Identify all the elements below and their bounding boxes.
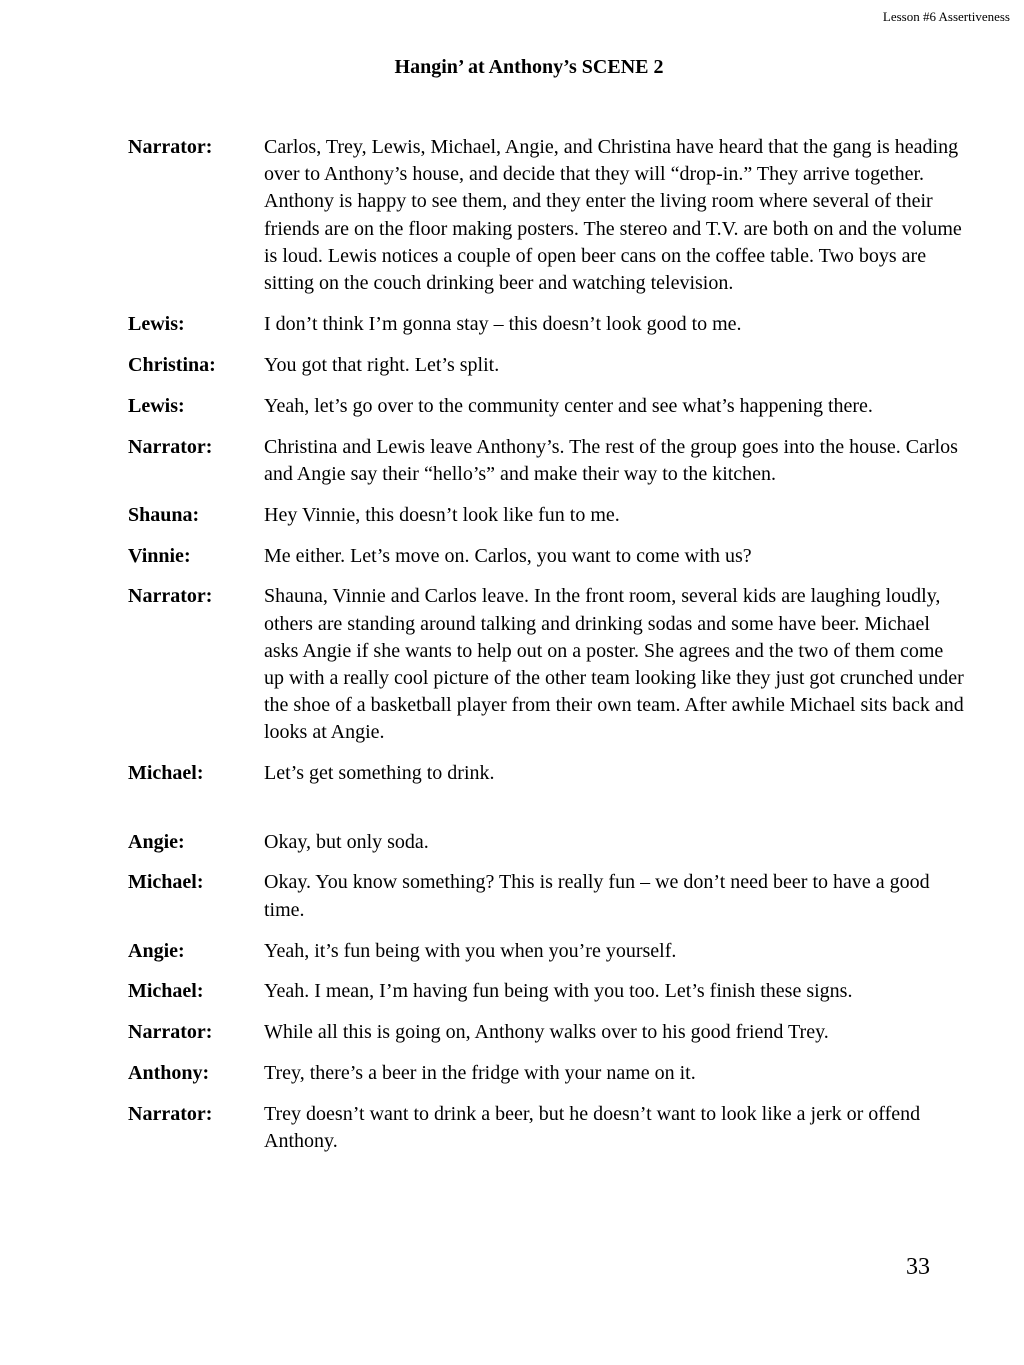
script-line xyxy=(128,1060,968,1087)
speaker-name: Vinnie: xyxy=(128,544,191,567)
dialog-text: Hey Vinnie, this doesn’t look like fun to me. xyxy=(264,503,620,526)
dialog-text: Yeah. I mean, I’m having fun being with you too. Let’s finish these signs. xyxy=(264,980,853,1003)
dialog-text: Me either. Let’s move on. Carlos, you want to come with us? xyxy=(264,544,752,567)
script-line xyxy=(128,434,968,488)
scene-title: Hangin’ at Anthony’s SCENE 2 xyxy=(394,56,664,78)
script-line xyxy=(128,978,968,1005)
speaker-name: Narrator: xyxy=(128,585,213,608)
dialog-text: Shauna, Vinnie and Carlos leave. In the front room, several kids are laughing loudly, others are standing around talking and drinking sodas and some have beer. Michael asks Angie if she wants to help out on a poster. She agrees and the two of them come up with a really cool picture of the other team looking like they just got crunched under the shoe of a basketball player from their own team. After awhile Michael sits back and looks at Angie. xyxy=(264,585,964,744)
script-body xyxy=(128,134,968,1169)
dialog-text: Trey doesn’t want to drink a beer, but he doesn’t want to look like a jerk or offend Anthony. xyxy=(264,1103,921,1153)
speaker-name: Michael: xyxy=(128,980,204,1003)
dialog-text: Okay. You know something? This is really fun – we don’t need beer to have a good time. xyxy=(264,871,930,921)
page-number: 33 xyxy=(906,1254,930,1280)
dialog-text: I don’t think I’m gonna stay – this doesn’t look good to me. xyxy=(264,312,742,335)
speaker-name: Narrator: xyxy=(128,435,213,458)
dialog-text: Carlos, Trey, Lewis, Michael, Angie, and Christina have heard that the gang is heading over to Anthony’s house, and decide that they will “drop-in.” They arrive together. Anthony is happy to see them, and they enter the living room where several of their friends are on the floor making posters. The stereo and T.V. are both on and the volume is loud. Lewis notices a couple of open beer cans on the coffee table. Two boys are sitting on the couch drinking beer and watching television. xyxy=(264,136,962,295)
script-line xyxy=(128,1101,968,1155)
speaker-name: Narrator: xyxy=(128,1103,213,1126)
speaker-name: Shauna: xyxy=(128,503,200,526)
script-line xyxy=(128,829,968,856)
dialog-text: Yeah, let’s go over to the community center and see what’s happening there. xyxy=(264,394,873,417)
speaker-name: Narrator: xyxy=(128,136,213,158)
speaker-name: Michael: xyxy=(128,762,204,785)
script-line xyxy=(128,583,968,746)
script-line xyxy=(128,869,968,923)
speaker-name: Anthony: xyxy=(128,1062,210,1085)
script-line xyxy=(128,502,968,529)
speaker-name: Angie: xyxy=(128,830,185,853)
script-line xyxy=(128,938,968,965)
script-line xyxy=(128,760,968,787)
script-line xyxy=(128,1019,968,1046)
dialog-text: Yeah, it’s fun being with you when you’re yourself. xyxy=(264,939,677,962)
dialog-text: Okay, but only soda. xyxy=(264,830,429,853)
speaker-name: Michael: xyxy=(128,871,204,894)
script-line xyxy=(128,543,968,570)
script-line xyxy=(128,134,968,297)
dialog-text: You got that right. Let’s split. xyxy=(264,353,500,376)
lesson-header: Lesson #6 Assertiveness xyxy=(882,9,1010,24)
dialog-text: Trey, there’s a beer in the fridge with your name on it. xyxy=(264,1062,696,1085)
speaker-name: Narrator: xyxy=(128,1021,213,1044)
speaker-name: Christina: xyxy=(128,353,216,376)
script-line xyxy=(128,352,968,379)
script-line xyxy=(128,311,968,338)
speaker-name: Angie: xyxy=(128,939,185,962)
script-line xyxy=(128,393,968,420)
dialog-text: Christina and Lewis leave Anthony’s. The rest of the group goes into the house. Carlos and Angie say their “hello’s” and make their way to the kitchen. xyxy=(264,435,958,485)
speaker-name: Lewis: xyxy=(128,394,185,417)
speaker-name: Lewis: xyxy=(128,312,185,335)
dialog-text: Let’s get something to drink. xyxy=(264,762,495,785)
dialog-text: While all this is going on, Anthony walks over to his good friend Trey. xyxy=(264,1021,829,1044)
